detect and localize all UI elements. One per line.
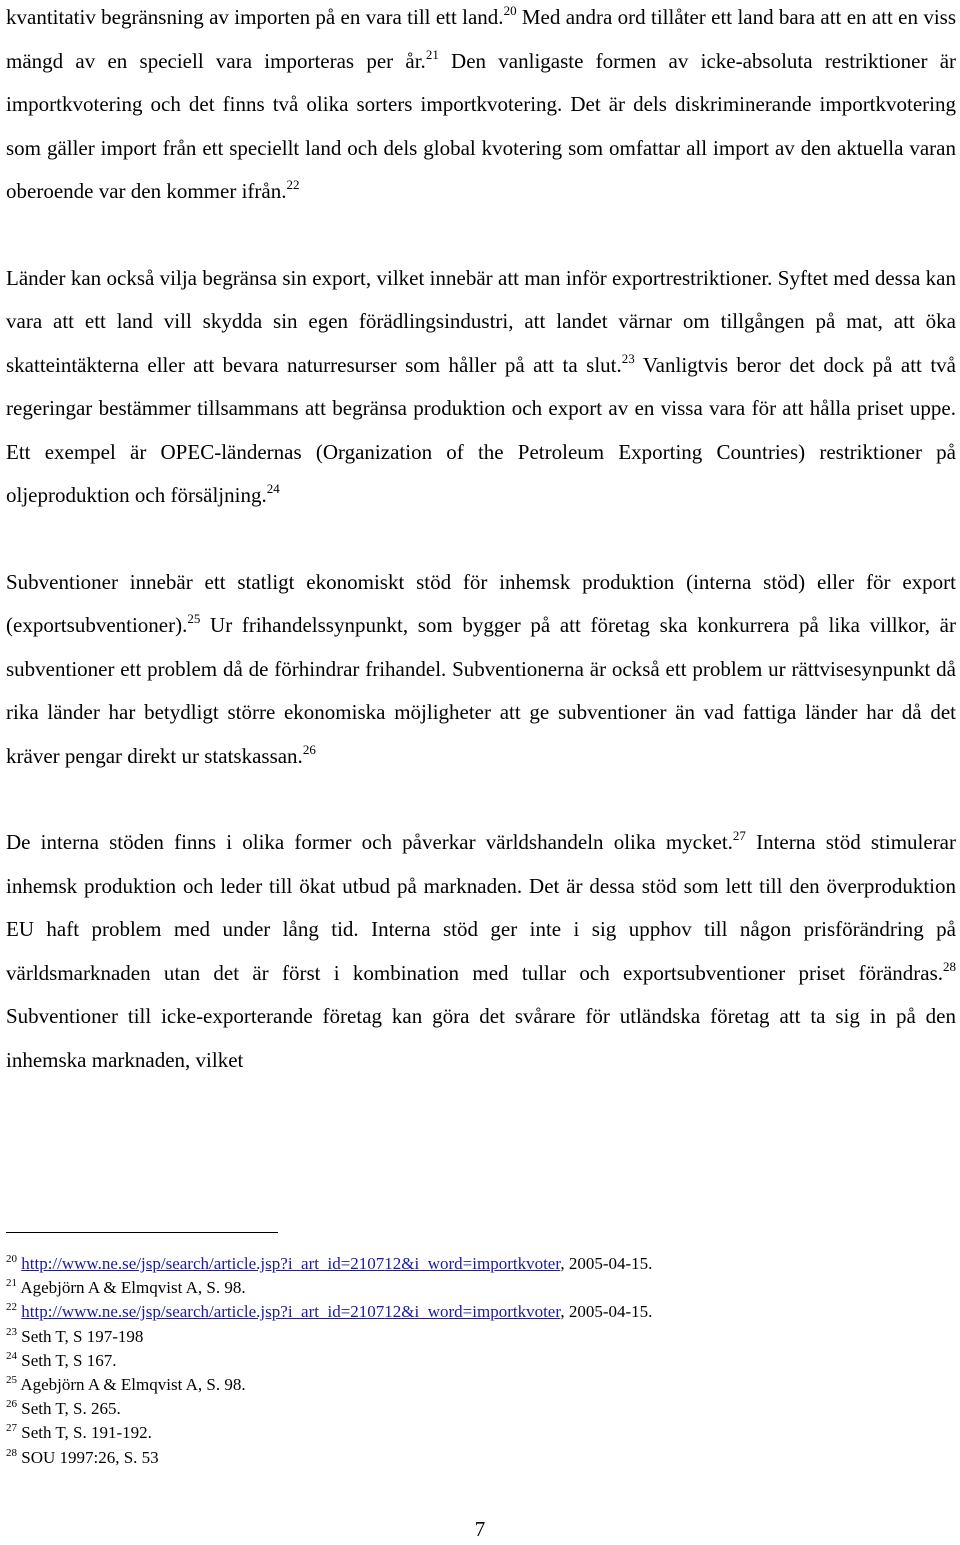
footnote-21 (6, 1276, 956, 1300)
footnote-number: 25 (6, 1374, 17, 1387)
footnote-text: Seth T, S. 265. (21, 1399, 121, 1419)
footnote-number: 24 (6, 1349, 17, 1362)
footnote-separator (6, 1232, 278, 1233)
document-page (6, 0, 956, 1082)
footnote-text: Seth T, S 167. (21, 1350, 117, 1370)
paragraph-text: Den vanligaste formen av icke-absoluta restriktioner är importkvotering och det finns två olika sorters importkvotering. Det är dels diskriminerande importkvotering som gäller import från ett speciellt land och dels global kvotering som omfattar all import av den aktuella varan oberoende var den kommer ifrån. (6, 48, 957, 203)
footnote-ref[interactable]: 23 (621, 350, 635, 366)
paragraph-text: Med andra ord tillåter ett land bara att en att en viss mängd av en speciell vara importeras per år. (6, 5, 956, 73)
body-paragraph-3 (6, 561, 956, 779)
page-number: 7 (474, 1517, 486, 1541)
footnote-ref[interactable]: 26 (302, 741, 316, 757)
paragraph-text: Interna stöd stimulerar inhemsk produktion och leder till ökat utbud på marknaden. Det är dessa stöd som lett till den överproduktion EU haft problem med under lång tid. Interna stöd ger inte i sig upphov till någon prisförändring på världsmarknaden utan det är först i kombination med tullar och exportsubventioner priset förändras. (6, 830, 956, 985)
footnote-number: 20 (6, 1253, 17, 1265)
footnote-ref[interactable]: 28 (943, 958, 956, 974)
footnote-text: SOU 1997:26, S. 53 (21, 1447, 159, 1467)
footnote-text: Seth T, S 197-198 (21, 1326, 144, 1346)
footnote-text: Agebjörn A & Elmqvist A, S. 98. (20, 1278, 246, 1298)
footnote-28 (6, 1446, 956, 1470)
footnote-ref[interactable]: 27 (732, 828, 746, 843)
footnote-number: 27 (6, 1422, 17, 1435)
footnote-24 (6, 1349, 956, 1373)
paragraph-text: Subventioner innebär ett statligt ekonomiskt stöd för inhemsk produktion (interna stöd) eller för export (exportsubventioner). (6, 569, 956, 637)
footnote-link[interactable]: http://www.ne.se/jsp/search/article.jsp?i_art_id=210712&i_word=importkvoter (21, 1254, 561, 1273)
footnote-23 (6, 1325, 956, 1349)
footnote-27 (6, 1421, 956, 1445)
paragraph-text: Ur frihandelssynpunkt, som bygger på att företag ska konkurrera på lika villkor, är subventioner ett problem då de förhindrar frihandel. Subventionerna är också ett problem ur rättvisesynpunkt då rika länder har betydligt större ekonomiska möjligheter att ge subventioner än vad fattiga länder har då det kräver pengar direkt ur statskassan. (6, 613, 956, 768)
paragraph-spacer (6, 214, 956, 257)
footnote-22 (6, 1300, 956, 1324)
footnote-ref[interactable]: 21 (425, 46, 439, 62)
footnote-number: 21 (6, 1277, 17, 1290)
body-paragraph-1 (6, 0, 956, 214)
paragraph-text: De interna stöden finns i olika former och påverkar världshandeln olika mycket. (6, 830, 733, 854)
footnote-text: , 2005-04-15. (560, 1254, 653, 1273)
footnote-text: Seth T, S. 191-192. (21, 1423, 152, 1443)
paragraph-text: Länder kan också vilja begränsa sin export, vilket innebär att man inför exportrestriktioner. Syftet med dessa kan vara att ett land vill skydda sin egen förädlingsindustri, att landet värnar om tillgången på mat, att öka skatteintäkterna eller att bevara naturresurser som håller på att ta slut. (6, 265, 956, 377)
footnote-25 (6, 1373, 956, 1397)
footnote-link[interactable]: http://www.ne.se/jsp/search/article.jsp?i_art_id=210712&i_word=importkvoter (21, 1302, 561, 1322)
footnote-number: 26 (6, 1398, 17, 1411)
paragraph-spacer (6, 778, 956, 821)
body-paragraph-4 (6, 821, 956, 1082)
footnote-26 (6, 1397, 956, 1421)
footnotes (6, 1252, 956, 1470)
footnote-ref[interactable]: 22 (286, 177, 300, 192)
footnote-20 (6, 1252, 956, 1276)
body-paragraph-2 (6, 257, 956, 518)
paragraph-text: kvantitativ begränsning av importen på en vara till ett land. (6, 5, 504, 29)
paragraph-spacer (6, 518, 956, 561)
paragraph-text: Subventioner till icke-exporterande företag kan göra det svårare för utländska företag att ta sig in på den inhemska marknaden, vilket (6, 1004, 956, 1072)
footnote-text: , 2005-04-15. (560, 1302, 653, 1322)
footnote-number: 23 (6, 1325, 17, 1338)
footnote-ref[interactable]: 24 (266, 481, 280, 496)
footnote-ref[interactable]: 20 (503, 3, 517, 18)
footnote-number: 28 (6, 1446, 17, 1459)
footnote-number: 22 (6, 1301, 17, 1314)
paragraph-text: Vanligtvis beror det dock på att två regeringar bestämmer tillsammans att begränsa produktion och export av en vissa vara för att hålla priset uppe. Ett exempel är OPEC-ländernas (Organization of the Petroleum Exporting Countries) restriktioner på oljeproduktion och försäljning. (6, 352, 956, 507)
footnote-text: Agebjörn A & Elmqvist A, S. 98. (20, 1375, 246, 1395)
footnote-ref[interactable]: 25 (187, 611, 201, 626)
